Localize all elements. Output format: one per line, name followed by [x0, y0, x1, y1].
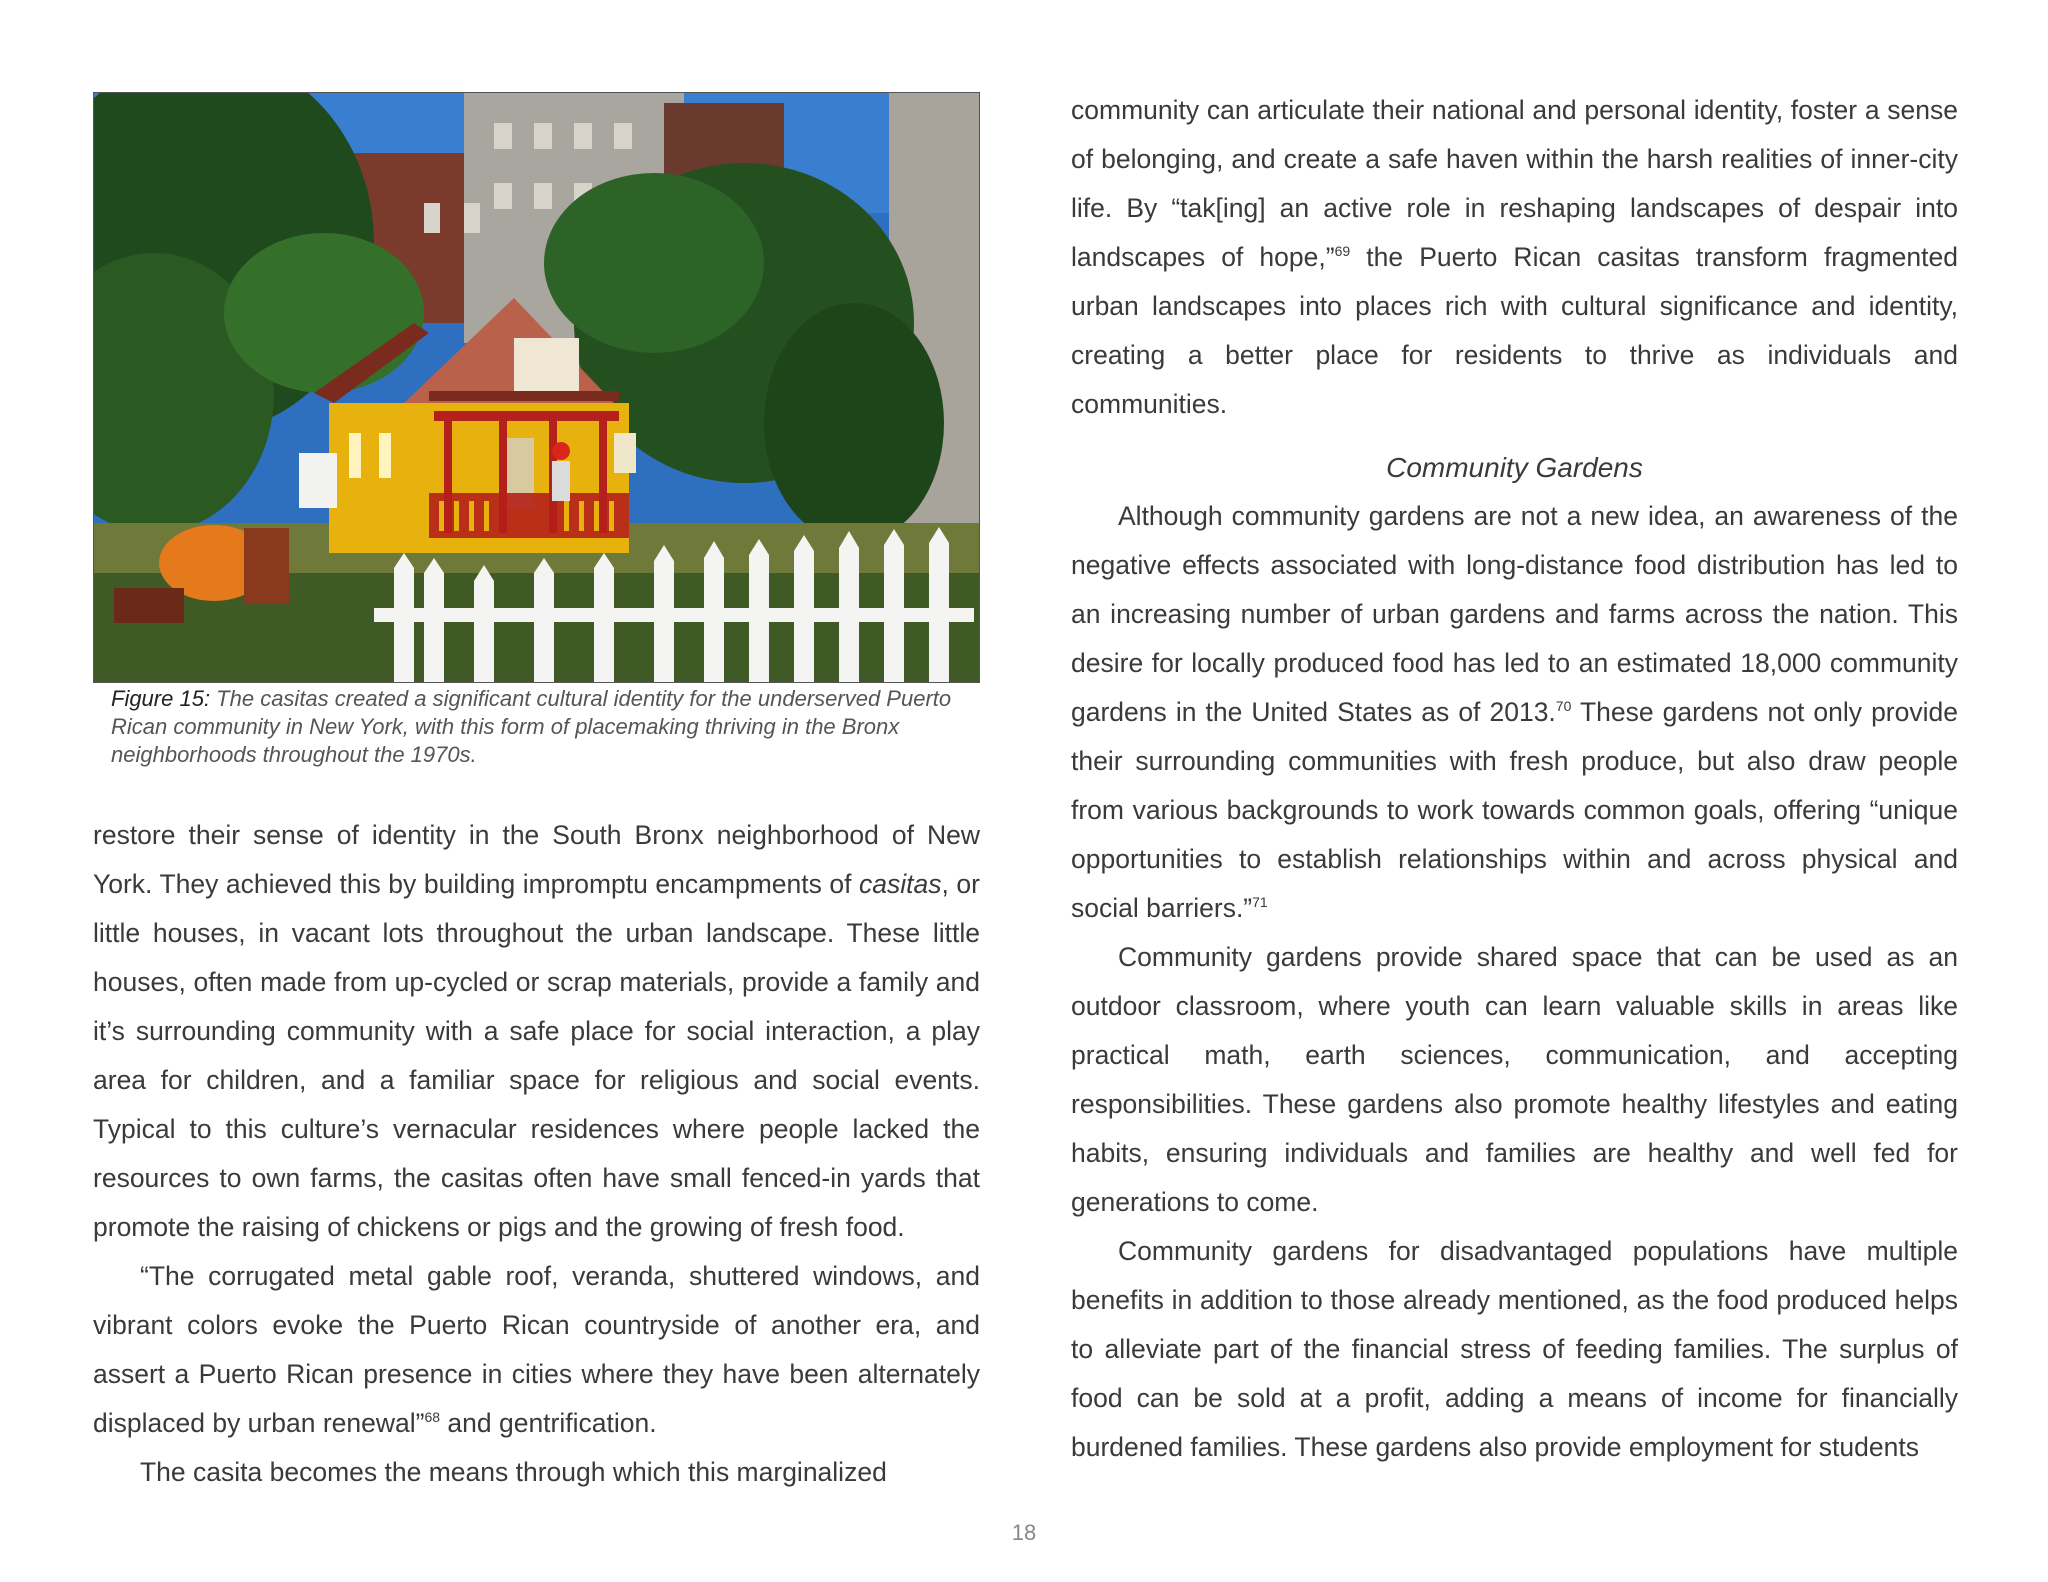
paragraph: restore their sense of identity in the South Bronx neighborhood of New York. They achieved this by building impromptu encampments of casitas, or little houses, in vacant lots throughout the urban landscape. These little houses, often made from up-cycled or scrap materials, provide a family and it’s surrounding community with a safe place for social interaction, a play area for children, and a familiar space for religious and social events. Typical to this culture’s vernacular residences where people lacked the resources to own farms, the casitas often have small fenced-in yards that promote the raising of chickens or pigs and the growing of fresh food. [93, 820, 980, 1242]
footnote-ref: 69 [1334, 243, 1351, 259]
right-column [1071, 86, 1958, 1472]
paragraph: Community gardens for disadvantaged populations have multiple benefits in addition to those already mentioned, as the food produced helps to alleviate part of the financial stress of feeding families. The surplus of food can be sold at a profit, adding a means of income for financially burdened families. These gardens also provide employment for students [1071, 1236, 1958, 1462]
left-body [93, 811, 980, 1497]
footnote-ref: 70 [1555, 698, 1572, 714]
figure-label: Figure 15: [111, 686, 211, 711]
page-number: 18 [1011, 1520, 1037, 1545]
footnote-ref: 71 [1252, 894, 1268, 910]
paragraph: Although community gardens are not a new idea, an awareness of the negative effects associated with long-distance food distribution has led to an increasing number of urban gardens and farms across the nation. This desire for locally produced food has led to an estimated 18,000 community gardens in the United States as of 2013.70 These gardens not only provide their surrounding communities with fresh produce, but also draw people from various backgrounds to work towards common goals, offering “unique opportunities to establish relationships within and across physical and social barriers.”$^{71}$ [1071, 501, 1958, 923]
casita-photo [93, 92, 980, 683]
paragraph: “The corrugated metal gable roof, veranda, shuttered windows, and vibrant colors evoke the Puerto Rican countryside of another era, and assert a Puerto Rican presence in cities where they have been alternately displaced by urban renewal”$^{68}$ and gentrification. [93, 1261, 980, 1438]
footnote-ref: 68 [424, 1409, 441, 1425]
paragraph: community can articulate their national and personal identity, foster a sense of belonging, and create a safe haven within the harsh realities of inner-city life. By “tak[ing] an active role in reshaping landscapes of despair into landscapes of hope,”$^{69}$ the Puerto Rican casitas transform fragmented urban landscapes into places rich with cultural significance and identity, creating a better place for residents to thrive as individuals and communities. [1071, 95, 1958, 419]
section-heading: Community Gardens [1386, 452, 1643, 483]
paragraph: Community gardens provide shared space that can be used as an outdoor classroom, where youth can learn valuable skills in areas like practical math, earth sciences, communication, and accepting responsibilities. These gardens also promote healthy lifestyles and eating habits, ensuring individuals and families are healthy and well fed for generations to come. [1071, 942, 1958, 1217]
figure-caption [93, 685, 980, 769]
paragraph: The casita becomes the means through which this marginalized [140, 1457, 887, 1487]
left-column [93, 86, 980, 1497]
figure-caption-text: The casitas created a significant cultural identity for the underserved Puerto Rican community in New York, with this form of placemaking thriving in the Bronx neighborhoods throughout the 1970s. [111, 686, 952, 767]
